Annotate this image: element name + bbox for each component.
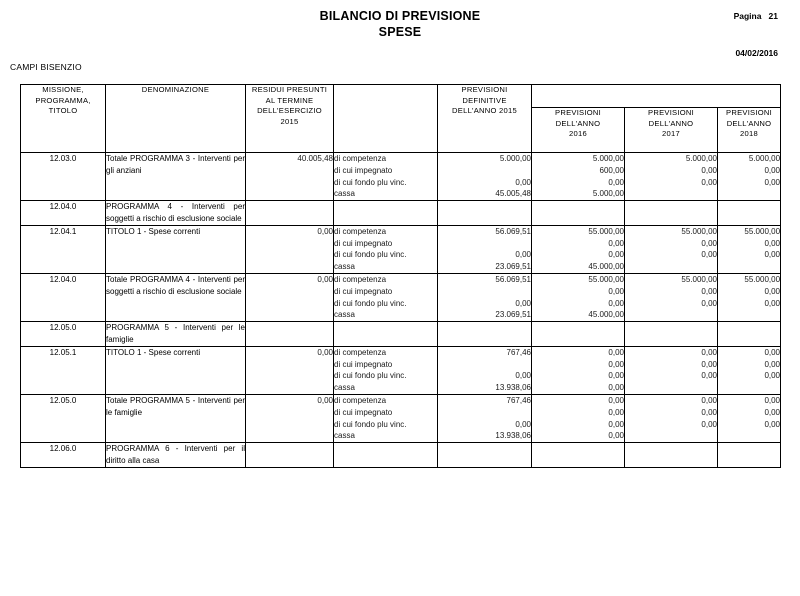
amount-value [718,430,780,442]
cell-previsioni-2016 [532,443,625,468]
amount-value: 0,00 [701,286,717,296]
cell-previsioni-2017 [625,346,718,394]
header-2017-line2: DELL'ANNO [648,118,694,128]
kind-label: di cui fondo plu vinc. [334,371,407,381]
header-code-line3: TITOLO [48,106,78,115]
header-col-kind [334,85,438,153]
amount-value: 0,00 [701,165,717,175]
cell-previsioni-2016 [532,346,625,394]
header-col-2018 [718,108,781,153]
cell-residui: 0,00 [246,225,334,273]
kind-label: di cui impegnato [334,407,393,417]
amount-value: 55.000,00 [588,226,624,236]
kind-label: di cui fondo plu vinc. [334,298,407,308]
cell-previsioni-2017 [625,273,718,321]
cell-kind-labels [334,443,438,468]
amount-value: 0,00 [701,395,717,405]
header-def-line2: DEFINITIVE [462,95,507,105]
amount-value: 0,00 [701,371,717,381]
cell-previsioni-definitive-2015 [438,225,532,273]
cell-denominazione: PROGRAMMA 5 - Interventi per le famiglie [106,322,246,347]
cell-denominazione: TITOLO 1 - Spese correnti [106,346,246,394]
amount-value: 767,46 [506,395,531,405]
cell-previsioni-2017 [625,322,718,347]
table-row [21,322,781,347]
amount-value [718,188,780,200]
cell-previsioni-2018 [718,273,781,321]
amount-value: 55.000,00 [744,274,781,284]
cell-residui [246,322,334,347]
amount-value: 55.000,00 [681,226,717,236]
cell-previsioni-definitive-2015 [438,394,532,442]
header-code-line1: MISSIONE, [42,85,84,94]
amount-value: 5.000,00 [499,154,531,163]
amount-value [625,188,717,200]
amount-value: 55.000,00 [588,274,624,284]
cell-denominazione: Totale PROGRAMMA 3 - Interventi per gli anziani [106,153,246,201]
amount-value: 45.000,00 [588,310,624,320]
amount-value [625,261,717,273]
amount-value [625,430,717,442]
amount-value [625,309,717,321]
cell-previsioni-2017 [625,225,718,273]
amount-value: 45.000,00 [588,262,624,272]
kind-label: di cui impegnato [334,238,393,248]
page-subtitle: SPESE [378,25,422,39]
header-2017-line3: 2017 [662,129,680,138]
header-col-residui [246,85,334,153]
document-date: 04/02/2016 [735,48,778,58]
amount-value: 0,00 [764,407,781,417]
cell-kind-labels [334,346,438,394]
kind-label: cassa [334,310,355,320]
cell-residui: 0,00 [246,346,334,394]
table-row [21,346,781,394]
header-col-code [21,85,106,153]
header-code-line2: PROGRAMMA, [35,95,91,105]
amount-value: 23.069,51 [495,310,531,320]
amount-value: 0,00 [764,238,781,248]
amount-value: 55.000,00 [744,226,781,236]
kind-label: di cui fondo plu vinc. [334,250,407,260]
amount-value: 0,00 [701,250,717,260]
amount-value: 13.938,06 [495,383,531,393]
amount-value [438,165,531,177]
header-def-line1: PREVISIONI [461,85,508,94]
amount-value: 0,00 [701,347,717,357]
amount-value: 0,00 [764,395,781,405]
amount-value: 0,00 [701,238,717,248]
cell-previsioni-definitive-2015 [438,273,532,321]
kind-label: cassa [334,383,355,393]
amount-value [718,309,780,321]
cell-kind-labels [334,201,438,226]
amount-value [438,407,531,419]
amount-value: 0,00 [701,298,717,308]
table-row [21,273,781,321]
cell-kind-labels [334,322,438,347]
amount-value [438,238,531,250]
amount-value: 0,00 [515,298,531,308]
cell-previsioni-2016 [532,394,625,442]
cell-previsioni-2016 [532,201,625,226]
amount-value: 0,00 [608,431,624,441]
amount-value: 0,00 [515,177,531,187]
kind-label: di cui impegnato [334,359,393,369]
cell-previsioni-2017 [625,394,718,442]
cell-previsioni-2016 [532,225,625,273]
cell-previsioni-2018 [718,394,781,442]
amount-value: 0,00 [608,286,624,296]
header-def-line3: DELL'ANNO 2015 [452,106,517,115]
kind-label: di cui fondo plu vinc. [334,419,407,429]
kind-label: di cui impegnato [334,165,393,175]
cell-residui: 0,00 [246,273,334,321]
amount-value: 0,00 [701,177,717,187]
amount-value: 0,00 [608,359,624,369]
amount-value: 0,00 [608,298,624,308]
cell-previsioni-definitive-2015 [438,153,532,201]
kind-label: cassa [334,189,355,199]
cell-previsioni-2018 [718,225,781,273]
amount-value: 0,00 [608,407,624,417]
cell-kind-labels [334,153,438,201]
amount-value: 56.069,51 [495,274,531,284]
cell-previsioni-2017 [625,201,718,226]
amount-value: 0,00 [764,347,781,357]
header-col-denominazione: DENOMINAZIONE [106,85,246,153]
cell-previsioni-2018 [718,153,781,201]
cell-previsioni-2016 [532,322,625,347]
cell-previsioni-2016 [532,153,625,201]
header-2016-line1: PREVISIONI [555,108,601,117]
table-body [21,153,781,468]
cell-kind-labels [334,273,438,321]
kind-label: di competenza [334,226,387,236]
table-row [21,443,781,468]
table-header [21,85,781,153]
table-row [21,394,781,442]
header-2018-line2: DELL'ANNO [726,118,772,128]
budget-table [20,84,781,468]
amount-value [718,261,780,273]
cell-residui: 40.005,48 [246,153,334,201]
amount-value: 0,00 [608,347,624,357]
cell-denominazione: PROGRAMMA 4 - Interventi per soggetti a rischio di esclusione sociale [106,201,246,226]
cell-denominazione: TITOLO 1 - Spese correnti [106,225,246,273]
cell-previsioni-definitive-2015 [438,201,532,226]
header-residui-line3: DELL'ESERCIZIO [257,106,322,115]
header-col-2016 [532,108,625,153]
amount-value: 0,00 [608,177,624,187]
table-row [21,201,781,226]
amount-value: 5.000,00 [748,154,781,163]
amount-value [438,359,531,371]
amount-value: 0,00 [764,250,781,260]
table-row [21,153,781,201]
kind-label: cassa [334,431,355,441]
amount-value: 0,00 [608,250,624,260]
amount-value: 767,46 [506,347,531,357]
cell-previsioni-2017 [625,443,718,468]
cell-denominazione: Totale PROGRAMMA 5 - Interventi per le famiglie [106,394,246,442]
amount-value: 0,00 [515,371,531,381]
cell-code: 12.05.0 [21,394,106,442]
amount-value: 0,00 [608,371,624,381]
cell-residui: 0,00 [246,394,334,442]
kind-label: di competenza [334,274,387,284]
kind-label: di cui impegnato [334,286,393,296]
cell-previsioni-2018 [718,201,781,226]
amount-value: 13.938,06 [495,431,531,441]
amount-value: 0,00 [764,359,781,369]
amount-value: 0,00 [764,371,781,381]
header-residui-line1: RESIDUI PRESUNTI [251,85,328,94]
kind-label: di competenza [334,154,387,163]
cell-previsioni-2016 [532,273,625,321]
cell-residui [246,443,334,468]
amount-value [438,286,531,298]
amount-value: 0,00 [608,238,624,248]
cell-previsioni-definitive-2015 [438,443,532,468]
header-2018-line1: PREVISIONI [726,108,772,117]
header-2017-line1: PREVISIONI [648,108,694,117]
amount-value: 0,00 [764,298,781,308]
amount-value: 0,00 [515,419,531,429]
cell-kind-labels [334,394,438,442]
cell-code: 12.05.0 [21,322,106,347]
amount-value: 45.005,48 [495,189,531,199]
header-col-2017 [625,108,718,153]
amount-value: 0,00 [701,419,717,429]
amount-value: 23.069,51 [495,262,531,272]
kind-label: di cui fondo plu vinc. [334,177,407,187]
amount-value: 0,00 [608,395,624,405]
header-2016-line2: DELL'ANNO [555,118,601,128]
cell-residui [246,201,334,226]
amount-value: 5.000,00 [685,154,717,163]
cell-denominazione: PROGRAMMA 6 - Interventi per il diritto alla casa [106,443,246,468]
amount-value: 0,00 [608,419,624,429]
cell-previsioni-2017 [625,153,718,201]
amount-value: 55.000,00 [681,274,717,284]
cell-kind-labels [334,225,438,273]
kind-label: di competenza [334,347,387,357]
amount-value: 0,00 [764,419,781,429]
amount-value: 0,00 [764,286,781,296]
header-row-top [21,85,781,108]
header-2016-line3: 2016 [569,129,587,138]
amount-value: 0,00 [764,177,781,187]
amount-value: 0,00 [701,407,717,417]
amount-value: 0,00 [764,165,781,175]
amount-value: 0,00 [701,359,717,369]
cell-previsioni-definitive-2015 [438,322,532,347]
amount-value: 0,00 [515,250,531,260]
amount-value: 0,00 [608,383,624,393]
cell-previsioni-2018 [718,443,781,468]
page-title: BILANCIO DI PREVISIONE [319,9,481,23]
cell-code: 12.04.0 [21,201,106,226]
amount-value: 600,00 [599,165,624,175]
cell-code: 12.05.1 [21,346,106,394]
cell-previsioni-2018 [718,322,781,347]
table-row [21,225,781,273]
cell-previsioni-2018 [718,346,781,394]
header-group-empty [532,85,781,108]
page-number-label: Pagina 21 [733,11,778,21]
amount-value: 5.000,00 [592,154,624,163]
cell-code: 12.04.1 [21,225,106,273]
amount-value [718,382,780,394]
entity-name: CAMPI BISENZIO [10,62,82,72]
header-residui-line4: 2015 [280,116,299,126]
header-col-previsioni-definitive [438,85,532,153]
header-residui-line2: AL TERMINE [265,95,314,105]
cell-previsioni-definitive-2015 [438,346,532,394]
cell-code: 12.03.0 [21,153,106,201]
kind-label: di competenza [334,395,387,405]
cell-code: 12.06.0 [21,443,106,468]
cell-code: 12.04.0 [21,273,106,321]
amount-value [625,382,717,394]
cell-denominazione: Totale PROGRAMMA 4 - Interventi per soggetti a rischio di esclusione sociale [106,273,246,321]
header-2018-line3: 2018 [740,129,758,138]
amount-value: 56.069,51 [495,226,531,236]
amount-value: 5.000,00 [592,189,624,199]
kind-label: cassa [334,262,355,272]
